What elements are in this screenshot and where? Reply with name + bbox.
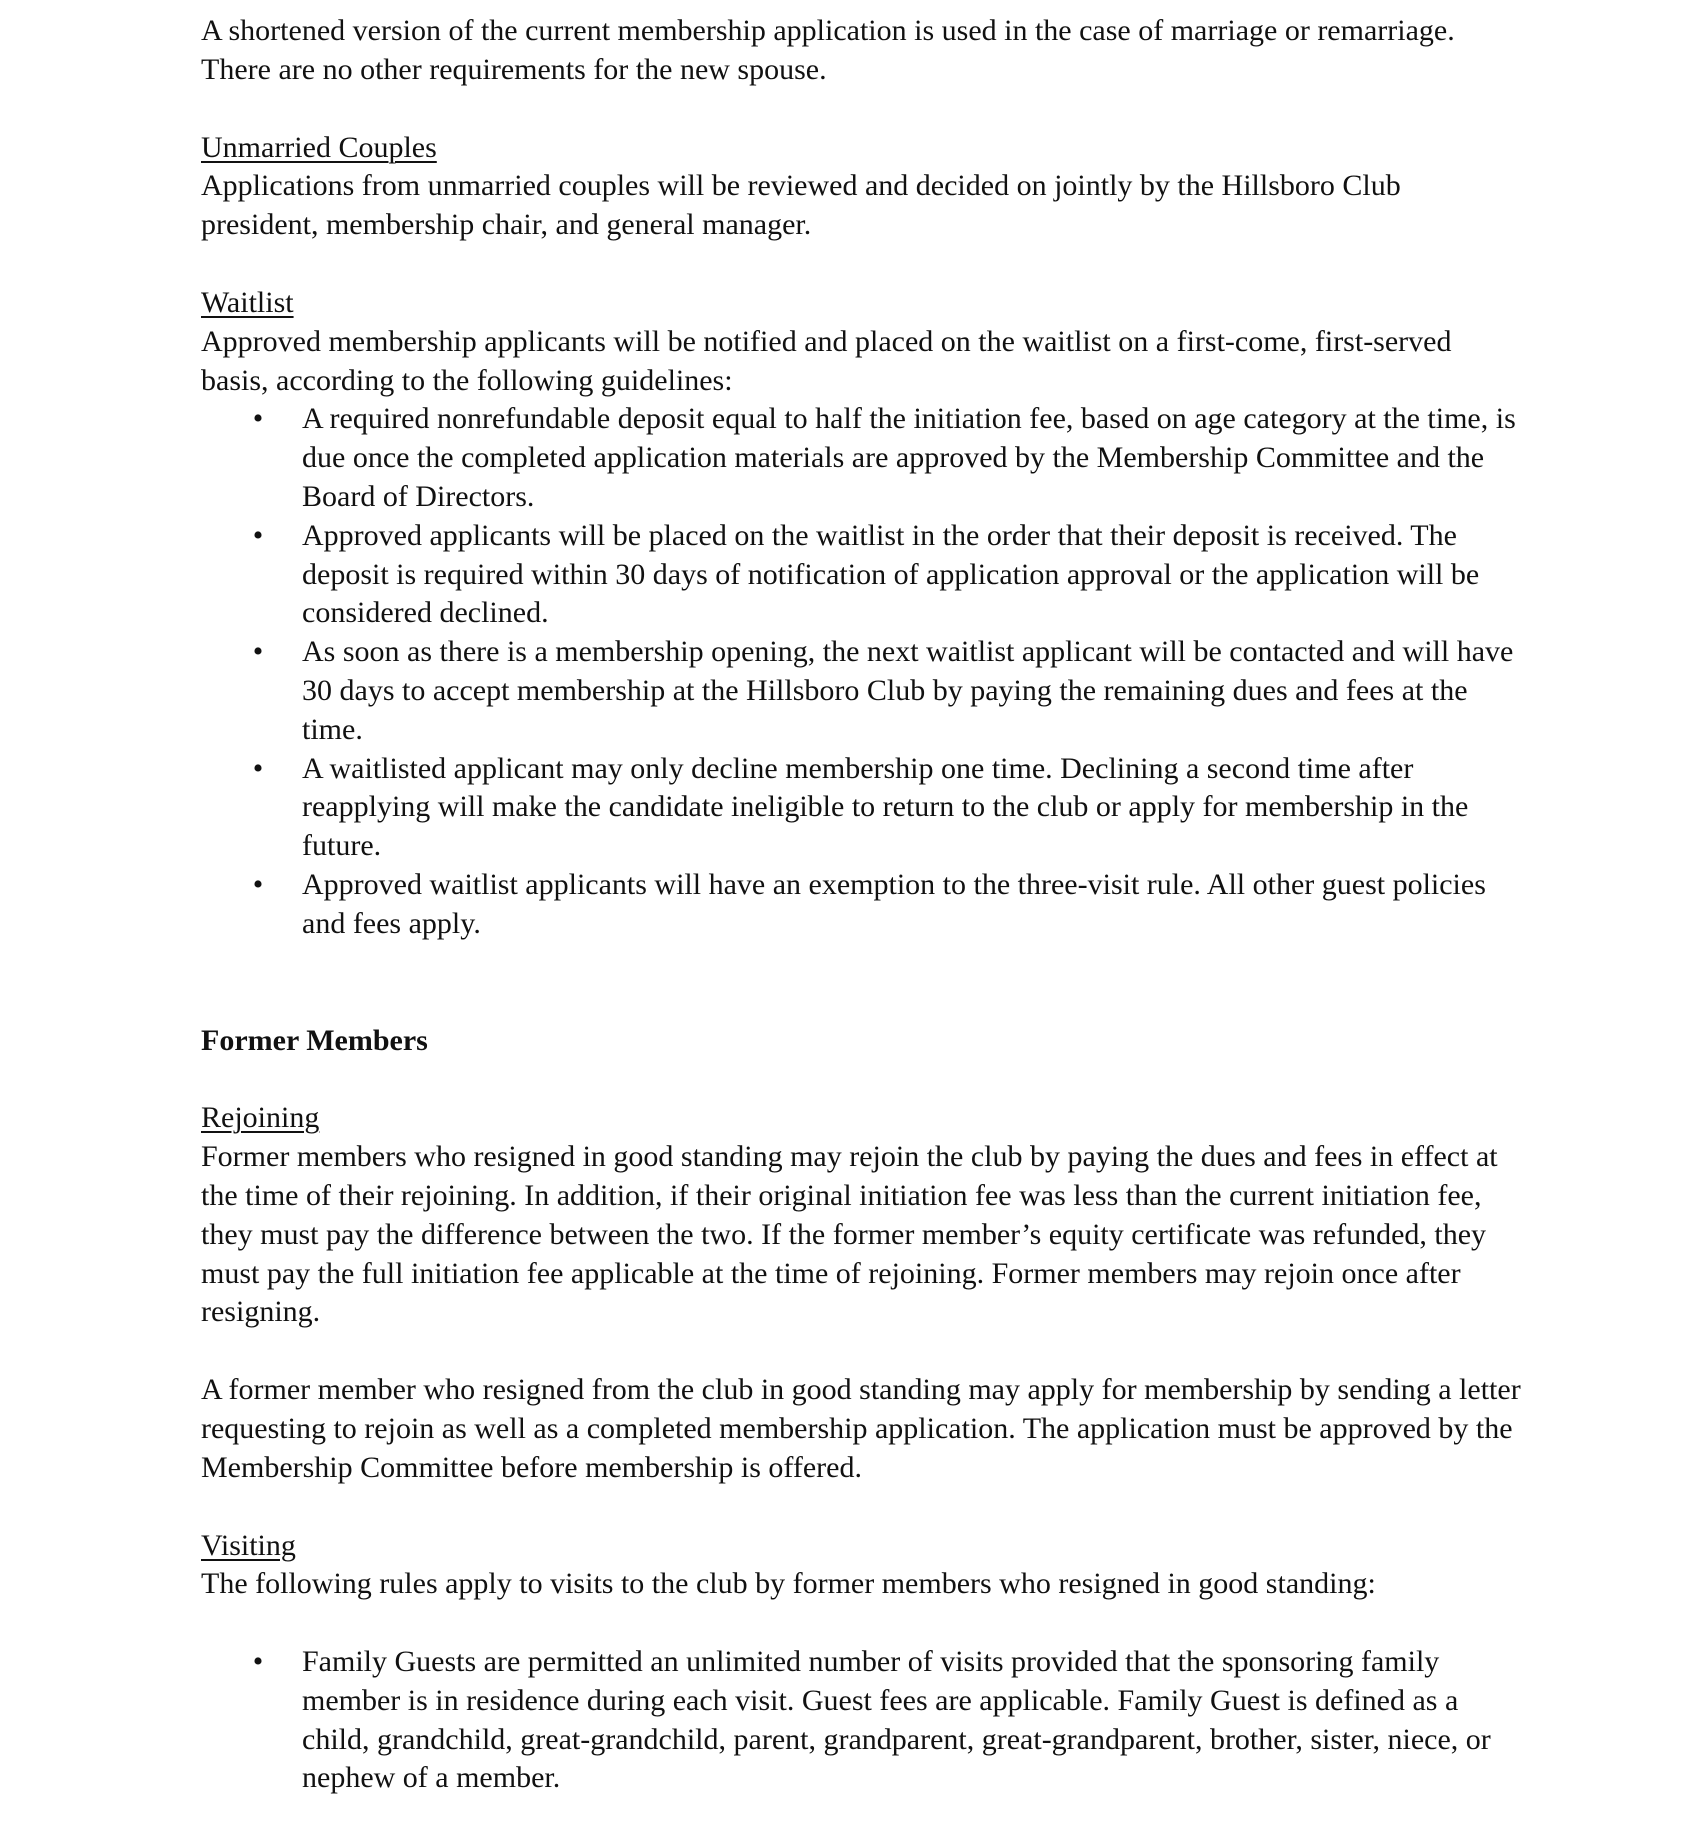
waitlist-intro-paragraph: Approved membership applicants will be notified and placed on the waitlist on a first-come, first-served basis, according to the following guidelines: xyxy=(201,324,1452,397)
bullet-icon: • xyxy=(252,1645,264,1679)
list-item-text: Approved waitlist applicants will have an exemption to the three-visit rule. All other guest policies and fees apply. xyxy=(302,867,1486,940)
unmarried-couples-heading: Unmarried Couples xyxy=(201,130,437,164)
list-item xyxy=(201,400,1521,516)
spacer xyxy=(201,90,1521,129)
rejoining-paragraph-2: A former member who resigned from the club in good standing may apply for membership by sending a letter requesting to rejoin as well as a completed membership application. The application must be approved by the Membership Committee before membership is offered. xyxy=(201,1373,1521,1484)
spacer xyxy=(201,245,1521,284)
document-page xyxy=(201,12,1521,1798)
rejoining-heading: Rejoining xyxy=(201,1101,320,1135)
list-item xyxy=(201,517,1521,633)
list-item-text: Approved applicants will be placed on the waitlist in the order that their deposit is received. The deposit is required within 30 days of notification of application approval or the application will be considered declined. xyxy=(302,518,1480,630)
visiting-heading: Visiting xyxy=(201,1528,296,1562)
bullet-icon: • xyxy=(252,751,264,785)
spacer xyxy=(201,1332,1521,1371)
list-item xyxy=(201,633,1521,749)
list-item xyxy=(201,866,1521,944)
spacer xyxy=(201,1604,1521,1643)
spacer xyxy=(201,1060,1521,1099)
bullet-icon: • xyxy=(252,635,264,669)
bullet-icon: • xyxy=(252,518,264,552)
intro-paragraph: A shortened version of the current membership application is used in the case of marriage or remarriage. There are no other requirements for the new spouse. xyxy=(201,14,1455,86)
spacer xyxy=(201,944,1521,1022)
unmarried-couples-paragraph: Applications from unmarried couples will be reviewed and decided on jointly by the Hillsboro Club president, membership chair, and general manager. xyxy=(201,169,1401,242)
waitlist-guidelines-list xyxy=(201,400,1521,943)
waitlist-heading: Waitlist xyxy=(201,285,294,319)
visiting-rules-list xyxy=(201,1643,1521,1798)
list-item-text: As soon as there is a membership opening, the next waitlist applicant will be contacted and will have 30 days to accept membership at the Hillsboro Club by paying the remaining dues and fees at the time. xyxy=(302,635,1514,746)
list-item xyxy=(201,750,1521,866)
list-item-text: A waitlisted applicant may only decline membership one time. Declining a second time after reapplying will make the candidate ineligible to return to the club or apply for membership in the future. xyxy=(302,751,1469,863)
visiting-paragraph: The following rules apply to visits to the club by former members who resigned in good standing: xyxy=(201,1567,1376,1601)
bullet-icon: • xyxy=(252,867,264,901)
list-item-text: A required nonrefundable deposit equal to half the initiation fee, based on age category at the time, is due once the completed application materials are approved by the Membership Committee and the Board of Directors. xyxy=(302,402,1516,513)
list-item xyxy=(201,1643,1521,1798)
bullet-icon: • xyxy=(252,402,264,436)
list-item-text: Family Guests are permitted an unlimited number of visits provided that the sponsoring family member is in residence during each visit. Guest fees are applicable. Family Guest is defined as a child, grandchild, great-grandchild, parent, grandparent, great-grandparent, brother, sister, niece, or nephew of a member. xyxy=(302,1645,1491,1795)
spacer xyxy=(201,1488,1521,1527)
rejoining-paragraph-1: Former members who resigned in good standing may rejoin the club by paying the dues and fees in effect at the time of their rejoining. In addition, if their original initiation fee was less than the current initiation fee, they must pay the difference between the two. If the former member’s equity certificate was refunded, they must pay the full initiation fee applicable at the time of rejoining. Former members may rejoin once after resigning. xyxy=(201,1140,1498,1329)
former-members-title: Former Members xyxy=(201,1023,428,1057)
